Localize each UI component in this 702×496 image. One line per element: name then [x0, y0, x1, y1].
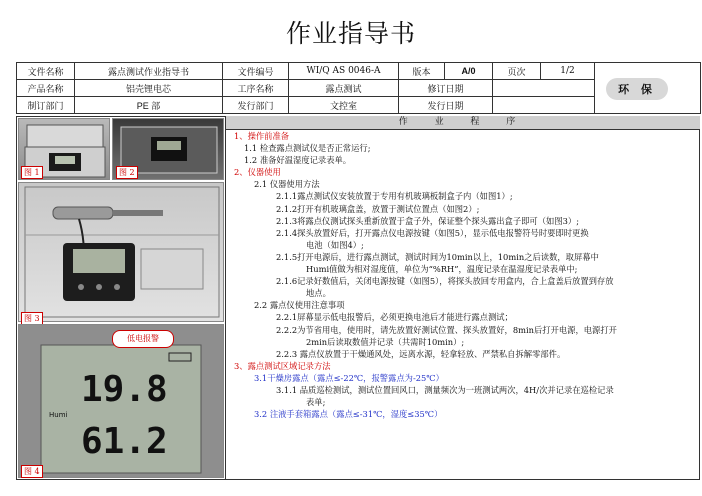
- process-value: 露点测试: [289, 80, 399, 97]
- product-value: 铝壳锂电芯: [75, 80, 223, 97]
- revise-date-label: 修订日期: [399, 80, 493, 97]
- dept-label: 制订部门: [17, 97, 75, 114]
- procedure-line: 2min后读取数值并记录（共需时10min）;: [306, 336, 465, 347]
- procedure-line: 3.1干燥房露点（露点≤-22℃，报警露点为-25℃）: [254, 372, 444, 383]
- procedure-line: 2.1.3将露点仪测试探头重新放置于盒子外，保证整个探头露出盒子即可（如图3）;: [276, 215, 579, 226]
- photo-fig3: [18, 182, 224, 322]
- procedure-line: 1.1 检查露点测试仪是否正常运行;: [244, 143, 371, 154]
- low-battery-callout: 低电报警: [112, 330, 174, 348]
- lcd-label: Humi: [49, 411, 68, 419]
- file-no-value: WI/Q AS 0046-A: [289, 63, 399, 80]
- procedure-line: 2.1.4探头放置好后，打开露点仪电源按键（如图5），显示低电报警符号时要即时更换: [276, 227, 589, 238]
- procedure-line: 2.1.1露点测试仪安装放置于专用有机玻璃板制盒子内（如图1）;: [276, 191, 513, 202]
- fig1-label: 图 1: [21, 166, 43, 179]
- file-name-value: 露点测试作业指导书: [75, 63, 223, 80]
- issue-date-value: [493, 97, 595, 114]
- procedure-line: 2、仪器使用: [234, 167, 281, 178]
- procedure-line: 表单;: [306, 397, 326, 408]
- env-badge: 环 保: [606, 78, 668, 100]
- fig4-label: 图 4: [21, 465, 43, 478]
- procedure-line: Humi值做为相对湿度值，单位为“%RH”，温度记录在温湿度记录表单中;: [306, 264, 578, 275]
- header-table: [16, 62, 701, 114]
- page-label: 页次: [493, 63, 541, 80]
- procedure-line: 2.2.1屏幕显示低电报警后，必须更换电池后才能进行露点测试；: [276, 312, 513, 323]
- procedure-line: 2.1.6记录好数值后，关闭电源按键（如图5），将探头放回专用盒内，合上盒盖后放置到存放: [276, 276, 614, 287]
- procedure-line: 3.2 注液手套箱露点（露点≤-31℃，湿度≤35℃）: [254, 409, 443, 420]
- procedure-line: 2.1 仪器使用方法: [254, 179, 320, 190]
- procedure-line: 2.1.2打开有机玻璃盒盖，放置于测试位置点（如图2）;: [276, 203, 480, 214]
- version-label: 版本: [399, 63, 445, 80]
- procedure-line: 2.2.3 露点仪放置于干燥通风处，远离水源，轻拿轻放、严禁私自拆解零部件。: [276, 348, 566, 359]
- procedure-line: 2.2 露点仪使用注意事项: [254, 300, 345, 311]
- fig2-label: 图 2: [116, 166, 138, 179]
- issue-dept-value: 文控室: [289, 97, 399, 114]
- fig3-label: 图 3: [21, 312, 43, 325]
- document-title: 作业指导书: [285, 19, 416, 48]
- procedure-line: 3.1.1 品质巡检测试，测试位置回风口，测量频次为一班测试两次，4H/次并记录在巡检记录: [276, 384, 614, 395]
- procedure-line: 2.2.2为节省用电，使用时，请先放置好测试位置、探头放置好，8min后打开电源，电源打开: [276, 324, 617, 335]
- version-value: A/0: [445, 63, 493, 80]
- procedure-text: [226, 130, 696, 420]
- procedure-line: 1、操作前准备: [234, 131, 290, 141]
- issue-dept-label: 发行部门: [223, 97, 289, 114]
- file-name-label: 文件名称: [17, 63, 75, 80]
- product-label: 产品名称: [17, 80, 75, 97]
- process-label: 工序名称: [223, 80, 289, 97]
- procedure-line: 2.1.5打开电源后，进行露点测试，测试时间为10min以上，10min之后读数，取屏幕中: [276, 251, 599, 262]
- dept-value: PE 部: [75, 97, 223, 114]
- procedure-line: 1.2 准备好温湿度记录表单。: [244, 155, 352, 166]
- lcd-top-value: 19.8: [81, 369, 168, 410]
- procedure-heading: 作 业 程 序: [226, 116, 700, 130]
- page-value: 1/2: [541, 63, 595, 80]
- procedure-line: 3、露点测试区域记录方法: [234, 360, 331, 371]
- file-no-label: 文件编号: [223, 63, 289, 80]
- procedure-line: 地点。: [306, 288, 331, 299]
- procedure-line: 电池（如图4）;: [306, 239, 364, 250]
- issue-date-label: 发行日期: [399, 97, 493, 114]
- lcd-bottom-value: 61.2: [81, 421, 168, 462]
- probe-setup-image: [19, 183, 224, 322]
- revise-date-value: [493, 80, 595, 97]
